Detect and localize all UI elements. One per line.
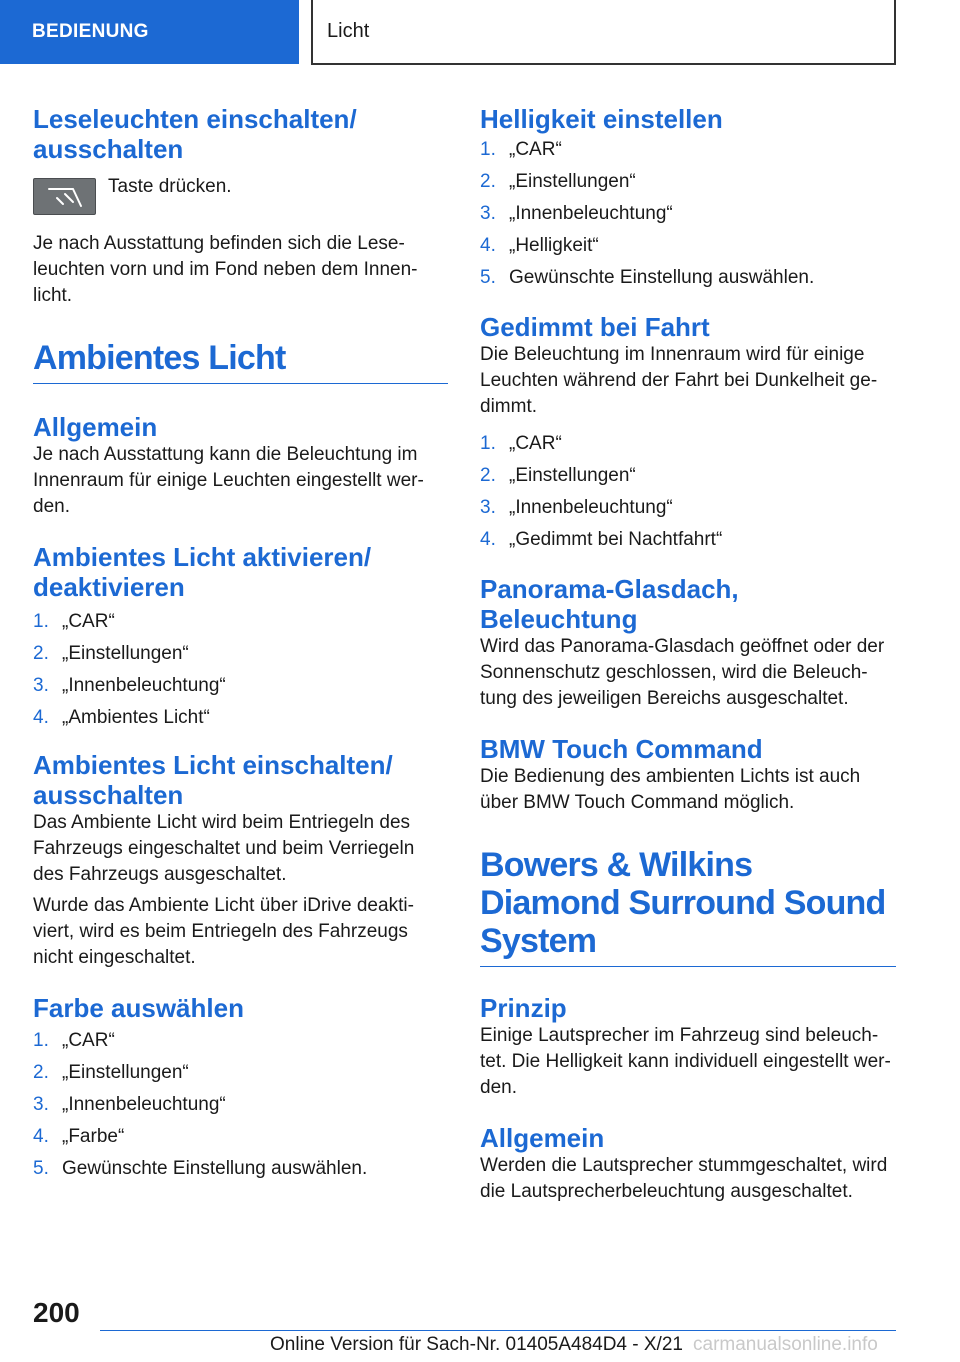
ambient-light-heading: Ambientes Licht [33, 339, 448, 384]
list-item: 5. Gewünschte Einstellung auswählen. [480, 267, 815, 288]
color-heading: Farbe auswählen [33, 993, 244, 1023]
list-item: 4. „Ambientes Licht“ [33, 707, 210, 728]
brightness-heading: Helligkeit einstellen [480, 104, 723, 134]
list-item: 1. „CAR“ [480, 433, 562, 454]
list-item: 4. „Farbe“ [33, 1126, 125, 1147]
panorama-body: Wird das Panorama-Glasdach geöffnet oder der Sonnenschutz geschlossen, wird die Beleuchtung des jeweiligen Bereichs ausgeschaltet. [480, 636, 885, 709]
press-button-text: Taste drücken. [108, 176, 232, 197]
list-item: 2. „Einstellungen“ [480, 465, 636, 486]
page-number: 200 [33, 1297, 80, 1328]
reading-light-instruction [33, 178, 448, 215]
color-steps [33, 1025, 448, 1185]
list-item: 3. „Innenbeleuchtung“ [480, 203, 673, 224]
dimmed-heading: Gedimmt bei Fahrt [480, 312, 710, 342]
general-body-2: Werden die Lautsprecher stummgeschaltet, wird die Lautsprecherbeleuchtung ausgeschaltet. [480, 1155, 888, 1202]
list-item: 1. „CAR“ [480, 139, 562, 160]
chapter-label: Licht [327, 20, 370, 42]
panorama-heading: Panorama-Glasdach, Beleuchtung [480, 574, 739, 634]
activate-steps [33, 606, 448, 734]
touch-command-heading: BMW Touch Command [480, 734, 763, 764]
list-item: 4. „Gedimmt bei Nachtfahrt“ [480, 529, 723, 550]
list-item: 1. „CAR“ [33, 611, 115, 632]
onoff-body-2: Wurde das Ambiente Licht über iDrive deaktiviert, wird es beim Entriegeln des Fahrzeugs nicht eingeschaltet. [33, 895, 414, 968]
watermark: carmanualsonline.info [693, 1334, 878, 1355]
reading-light-body: Je nach Ausstattung befinden sich die Leseleuchten vorn und im Fond neben dem Innenlicht. [33, 233, 418, 306]
right-column [480, 98, 896, 1205]
principle-body: Einige Lautsprecher im Fahrzeug sind beleuchtet. Die Helligkeit kann individuell eingestellt werden. [480, 1025, 891, 1098]
dimmed-steps [480, 428, 896, 556]
left-column [33, 98, 448, 1185]
dimmed-body: Die Beleuchtung im Innenraum wird für einige Leuchten während der Fahrt bei Dunkelheit gedimmt. [480, 344, 878, 417]
general-heading-2: Allgemein [480, 1123, 605, 1153]
list-item: 4. „Helligkeit“ [480, 235, 599, 256]
onoff-heading: Ambientes Licht einschalten/ ausschalten [33, 750, 393, 810]
footer-divider [100, 1330, 896, 1331]
reading-light-icon [33, 178, 96, 215]
general-body: Je nach Ausstattung kann die Beleuchtung im Innenraum für einige Leuchten eingestellt werden. [33, 444, 424, 517]
list-item: 3. „Innenbeleuchtung“ [33, 1094, 226, 1115]
touch-command-body: Die Bedienung des ambienten Lichts ist auch über BMW Touch Command möglich. [480, 766, 861, 813]
list-item: 2. „Einstellungen“ [480, 171, 636, 192]
list-item: 5. Gewünschte Einstellung auswählen. [33, 1158, 368, 1179]
onoff-body-1: Das Ambiente Licht wird beim Entriegeln des Fahrzeugs eingeschaltet und beim Verriegeln des Fahrzeugs ausgeschaltet. [33, 812, 415, 885]
list-item: 3. „Innenbeleuchtung“ [33, 675, 226, 696]
general-heading: Allgemein [33, 412, 158, 442]
list-item: 2. „Einstellungen“ [33, 1062, 189, 1083]
list-item: 3. „Innenbeleuchtung“ [480, 497, 673, 518]
principle-heading: Prinzip [480, 993, 567, 1023]
list-item: 1. „CAR“ [33, 1030, 115, 1051]
sound-system-heading: Bowers & Wilkins Diamond Surround Sound System [480, 846, 896, 967]
brightness-steps [480, 134, 896, 294]
reading-light-heading: Leseleuchten einschalten/ ausschalten [33, 104, 357, 164]
section-label: BEDIENUNG [32, 21, 149, 42]
footer-text: Online Version für Sach-Nr. 01405A484D4 - X/21 [270, 1334, 683, 1355]
section-tab [0, 0, 299, 64]
list-item: 2. „Einstellungen“ [33, 643, 189, 664]
activate-heading: Ambientes Licht aktivieren/ deaktivieren [33, 542, 372, 602]
chapter-tab [311, 0, 896, 65]
